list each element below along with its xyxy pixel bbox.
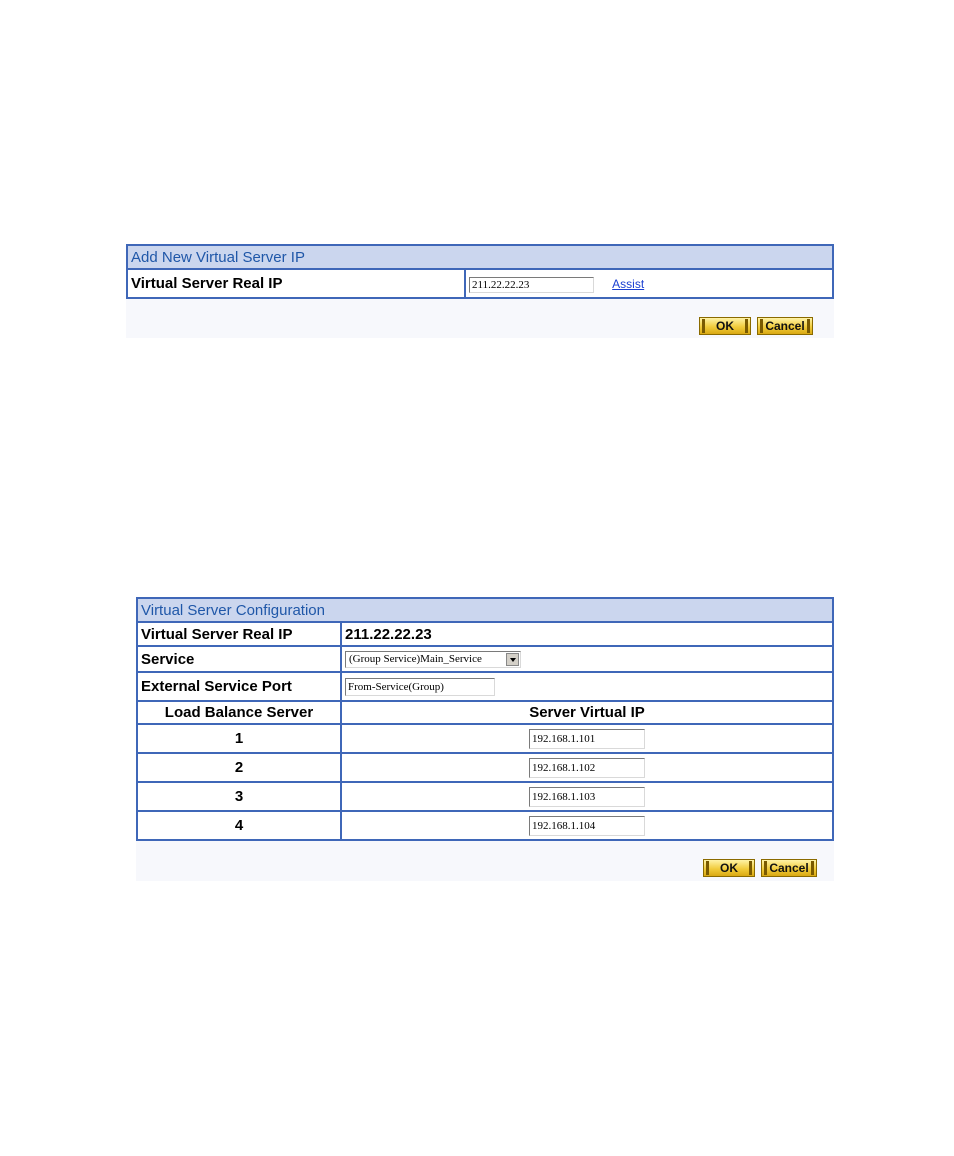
server-index: 4	[137, 811, 341, 840]
cancel-button[interactable]: Cancel	[757, 317, 813, 335]
server-virtual-ip-input[interactable]	[529, 816, 645, 836]
server-ip-cell	[341, 782, 833, 811]
add-virtual-server-table	[126, 244, 834, 299]
column-header-virtual-ip: Server Virtual IP	[341, 701, 833, 724]
service-selected-value: (Group Service)Main_Service	[349, 652, 482, 665]
server-index: 3	[137, 782, 341, 811]
ok-button[interactable]: OK	[703, 859, 755, 877]
panel-title: Add New Virtual Server IP	[127, 245, 833, 269]
column-header-server: Load Balance Server	[137, 701, 341, 724]
server-virtual-ip-input[interactable]	[529, 758, 645, 778]
table-row	[137, 724, 833, 753]
server-ip-cell	[341, 724, 833, 753]
real-ip-input[interactable]	[469, 277, 594, 293]
real-ip-value: 211.22.22.23	[341, 622, 833, 646]
real-ip-cell	[465, 269, 833, 298]
chevron-down-icon[interactable]	[506, 653, 519, 666]
table-row	[137, 811, 833, 840]
external-port-cell	[341, 672, 833, 701]
server-virtual-ip-input[interactable]	[529, 787, 645, 807]
panel-title: Virtual Server Configuration	[137, 598, 833, 622]
real-ip-label: Virtual Server Real IP	[137, 622, 341, 646]
table-row	[137, 782, 833, 811]
server-index: 2	[137, 753, 341, 782]
real-ip-label: Virtual Server Real IP	[127, 269, 465, 298]
service-label: Service	[137, 646, 341, 672]
server-ip-cell	[341, 753, 833, 782]
external-port-input[interactable]	[345, 678, 495, 696]
server-virtual-ip-input[interactable]	[529, 729, 645, 749]
ok-button[interactable]: OK	[699, 317, 751, 335]
external-port-label: External Service Port	[137, 672, 341, 701]
server-ip-cell	[341, 811, 833, 840]
virtual-server-config-table	[136, 597, 834, 841]
table-row	[137, 753, 833, 782]
service-select[interactable]	[345, 651, 521, 668]
virtual-server-config-panel	[136, 597, 834, 881]
add-virtual-server-panel	[126, 244, 834, 338]
assist-link[interactable]: Assist	[612, 276, 645, 291]
server-index: 1	[137, 724, 341, 753]
service-cell	[341, 646, 833, 672]
cancel-button[interactable]: Cancel	[761, 859, 817, 877]
